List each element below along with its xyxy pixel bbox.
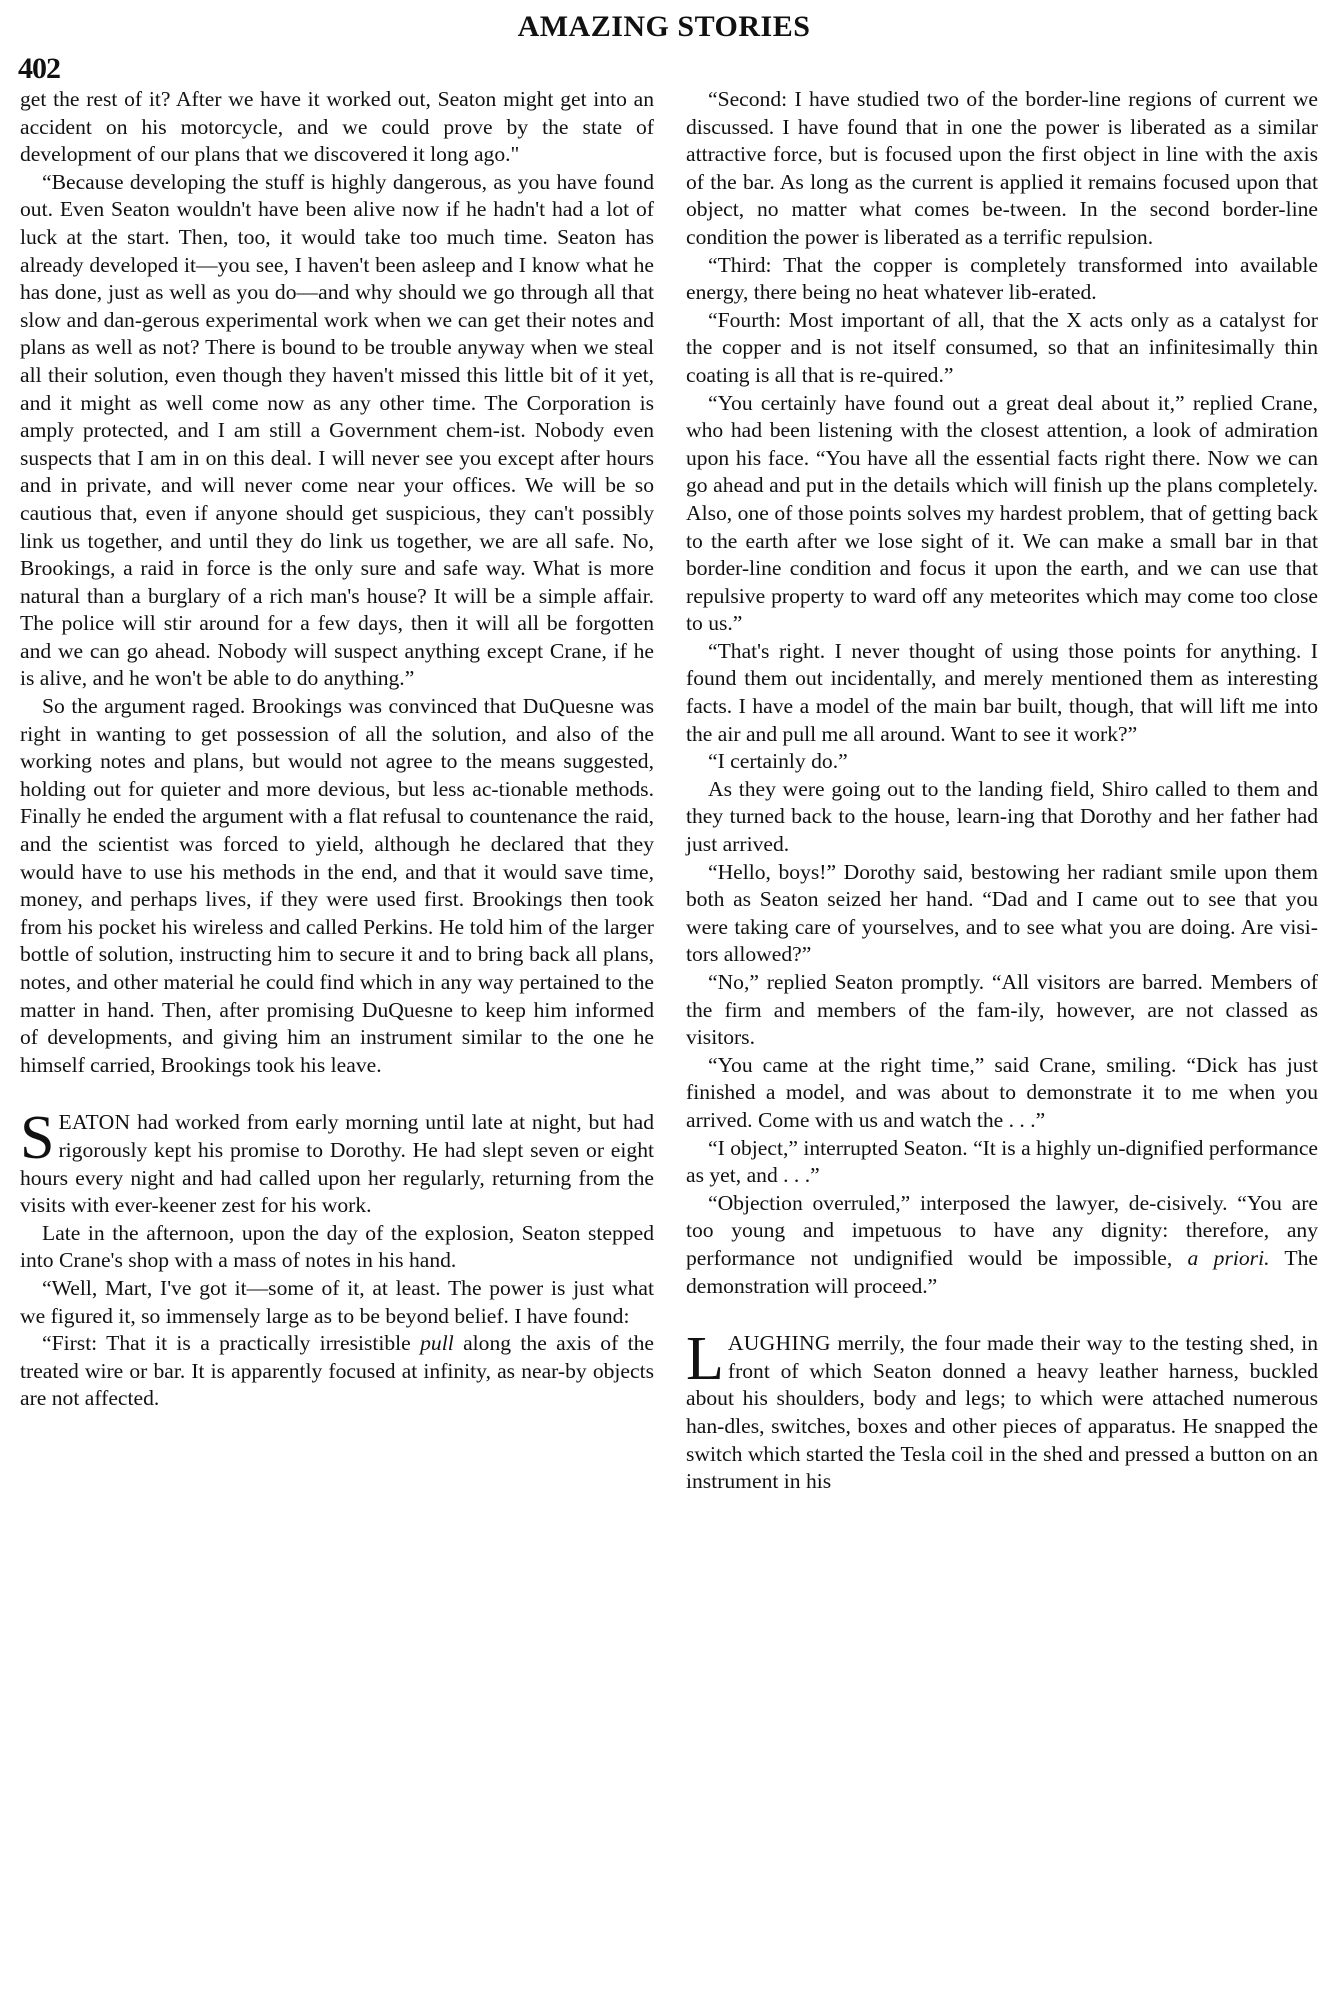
paragraph: “That's right. I never thought of using those points for anything. I found them out incidentally, and merely mentioned them as interesting facts. I have a model of the main bar built, though, that will lift me into the air and pull me all around. Want to see it work?” [686, 638, 1318, 746]
italic-text: a priori. [1187, 1245, 1270, 1270]
italic-text: pull [420, 1331, 454, 1356]
left-column [20, 86, 654, 1413]
lead-caps: EATON [58, 1110, 131, 1135]
paragraph: So the argument raged. Brookings was convinced that DuQuesne was right in wanting to get possession of all the solution, and also of the working notes and plans, but would not agree to the means suggested, holding out for quieter and more devious, but less ac-tionable methods. Finally he ended the argument with a flat refusal to countenance the raid, and the scientist was forced to yield, although he declared that they would have to use his methods in the end, and that it would save time, money, and perhaps lives, if they were used first. Brookings then took from his pocket his wireless and called Perkins. He told him of the larger bottle of solution, instructing him to secure it and to bring back all plans, notes, and other material he could find which in any way pertained to the matter in hand. Then, after promising DuQuesne to keep him informed of developments, and giving him an instrument similar to the one he himself carried, Brookings took his leave. [20, 694, 654, 1077]
drop-cap: S [20, 1104, 55, 1173]
paragraph: get the rest of it? After we have it worked out, Seaton might get into an accident on his motorcycle, and we could prove by the state of development of our plans that we discovered it long ago." [20, 87, 654, 167]
paragraph: As they were going out to the landing field, Shiro called to them and they turned back to the house, learn-ing that Dorothy and her father had just arrived. [686, 776, 1318, 857]
lead-caps: AUGHING [727, 1331, 831, 1356]
page-number: 402 [18, 52, 60, 85]
paragraph: “I certainly do.” [708, 749, 848, 774]
paragraph: “No,” replied Seaton promptly. “All visitors are barred. Members of the firm and members of the fam-ily, however, are not classed as visitors. [686, 970, 1318, 1050]
paragraph: “You came at the right time,” said Crane, smiling. “Dick has just finished a model, and was about to demonstrate it to me when you arrived. Come with us and watch the . . .” [686, 1052, 1318, 1132]
paragraph: “Third: That the copper is completely transformed into available energy, there being no heat whatever lib-erated. [686, 252, 1318, 305]
paragraph [20, 1330, 654, 1413]
right-column [686, 86, 1318, 1496]
paragraph [686, 1190, 1318, 1300]
paragraph: “Well, Mart, I've got it—some of it, at least. The power is just what we figured it, so immensely large as to be beyond belief. I have found: [20, 1275, 654, 1328]
running-head: AMAZING STORIES [517, 10, 811, 43]
paragraph: “You certainly have found out a great deal about it,” replied Crane, who had been listening with the closest attention, a look of admiration upon his face. “You have all the essential facts right there. Now we can go ahead and put in the details which will finish up the plans completely. Also, one of those points solves my hardest problem, that of getting back to the earth after we lose sight of it. We can make a small bar in that border-line condition and focus it upon the earth, and we can use that repulsive property to ward off any meteorites which may come too close to us.” [686, 390, 1318, 636]
paragraph-text: merrily, the four made their way to the testing shed, in front of which Seaton donned a heavy leather harness, buckled about his shoulders, body and legs; to which were attached numerous han-dles, switches, boxes and other pieces of apparatus. He snapped the switch which started the Tesla coil in the shed and pressed a button on an instrument in his [686, 1331, 1318, 1494]
paragraph: “Because developing the stuff is highly dangerous, as you have found out. Even Seaton wouldn't have been alive now if he hadn't had a lot of luck at the start. Then, too, it would take too much time. Seaton has already developed it—you see, I haven't been asleep and I know what he has done, just as well as you do—and why should we go through all that slow and dan-gerous experimental work when we can get their notes and plans as well as not? There is bound to be trouble anyway when we steal all their solution, even though they haven't missed this little bit of it yet, and it might as well come now as any other time. The Corporation is amply protected, and I am still a Government chem-ist. Nobody even suspects that I am in on this deal. I will never see you except after hours and in private, and will never come near your offices. We will be so cautious that, even if anyone should get suspicious, they can't possibly link us together, and until they do link us together, we are all safe. No, Brookings, a raid in force is the only sure and safe way. What is more natural than a burglary of a rich man's house? It will be a simple affair. The police will stir around for a few days, then it will all be forgotten and we can go ahead. Nobody will suspect anything except Crane, if he is alive, and he won't be able to do anything.” [20, 169, 654, 691]
text-run: “Objection overruled,” interposed the lawyer, de-cisively. “You are too young and impetuous to have any dignity: therefore, any performance not undignified would be impossible, [686, 1190, 1318, 1270]
text-run: The demonstration will proceed.” [686, 1245, 1318, 1298]
paragraph-text: had worked from early morning until late at night, but had rigorously kept his promise to Dorothy. He had slept seven or eight hours every night and had called upon her regularly, returning from the visits with ever-keener zest for his work. [20, 1110, 654, 1218]
section-opening-paragraph [20, 1104, 654, 1219]
drop-cap: L [686, 1325, 724, 1394]
paragraph: “I object,” interrupted Seaton. “It is a highly un-dignified performance as yet, and . . .” [686, 1135, 1318, 1188]
text-run: “First: That it is a practically irresistible [42, 1331, 421, 1356]
paragraph: “Hello, boys!” Dorothy said, bestowing her radiant smile upon them both as Seaton seized her hand. “Dad and I came out to see that you were taking care of yourselves, and to see what you are doing. Are visi-tors allowed?” [686, 859, 1318, 967]
paragraph: “Fourth: Most important of all, that the X acts only as a catalyst for the copper and is not itself consumed, so that an infinitesimally thin coating is all that is re-quired.” [686, 307, 1318, 387]
paragraph: “Second: I have studied two of the border-line regions of current we discussed. I have found that in one the power is liberated as a similar attractive force, but is focused upon the first object in line with the axis of the bar. As long as the current is applied it remains focused upon that object, no matter what comes be-tween. In the second border-line condition the power is liberated as a terrific repulsion. [686, 87, 1318, 249]
paragraph: Late in the afternoon, upon the day of the explosion, Seaton stepped into Crane's shop with a mass of notes in his hand. [20, 1220, 654, 1273]
section-opening-paragraph [686, 1325, 1318, 1496]
text-run: along the axis of the treated wire or bar. It is apparently focused at infinity, as near-by objects are not affected. [20, 1331, 655, 1411]
